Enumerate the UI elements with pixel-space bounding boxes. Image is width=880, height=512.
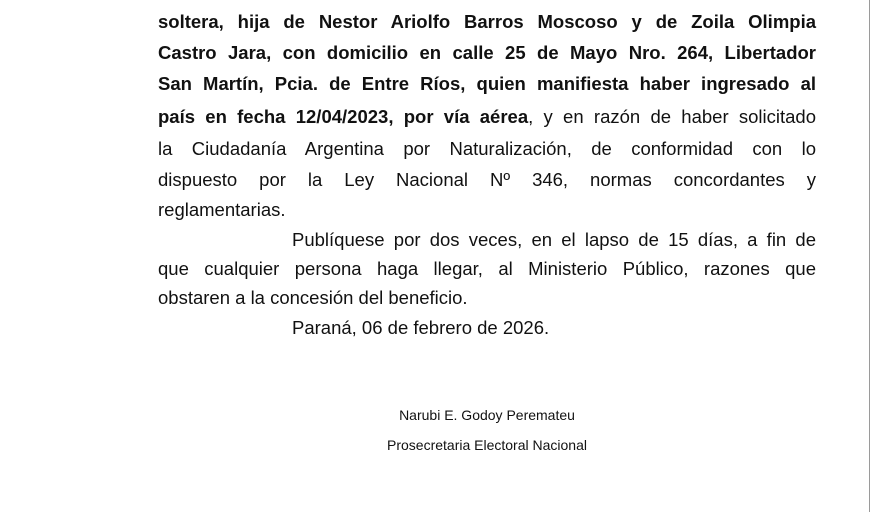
body-line-3: San Martín, Pcia. de Entre Ríos, quien manifiesta haber ingresado al (158, 73, 816, 94)
page-edge (869, 0, 870, 512)
publication-line-1: Publíquese por dos veces, en el lapso de 15 días, a fin de (292, 229, 816, 250)
publication-line-2: que cualquier persona haga llegar, al Ministerio Público, razones que (158, 258, 816, 279)
body-line-1: soltera, hija de Nestor Ariolfo Barros Moscoso y de Zoila Olimpia (158, 11, 816, 32)
body-line-4-bold: país en fecha 12/04/2023, por vía aérea (158, 106, 529, 127)
body-line-4-normal: , y en razón de haber solicitado (528, 106, 816, 127)
body-line-4 (158, 102, 816, 132)
body-line-2: Castro Jara, con domicilio en calle 25 de Mayo Nro. 264, Libertador (158, 42, 816, 63)
body-line-7: reglamentarias. (158, 199, 286, 220)
date-line: Paraná, 06 de febrero de 2026. (292, 317, 550, 338)
body-line-6: dispuesto por la Ley Nacional Nº 346, normas concordantes y (158, 169, 816, 190)
publication-line-3: obstaren a la concesión del beneficio. (158, 287, 468, 308)
signature-title: Prosecretaria Electoral Nacional (387, 437, 587, 453)
body-line-5: la Ciudadanía Argentina por Naturalización, de conformidad con lo (158, 138, 816, 159)
signature-name: Narubi E. Godoy Perematеu (399, 407, 575, 423)
